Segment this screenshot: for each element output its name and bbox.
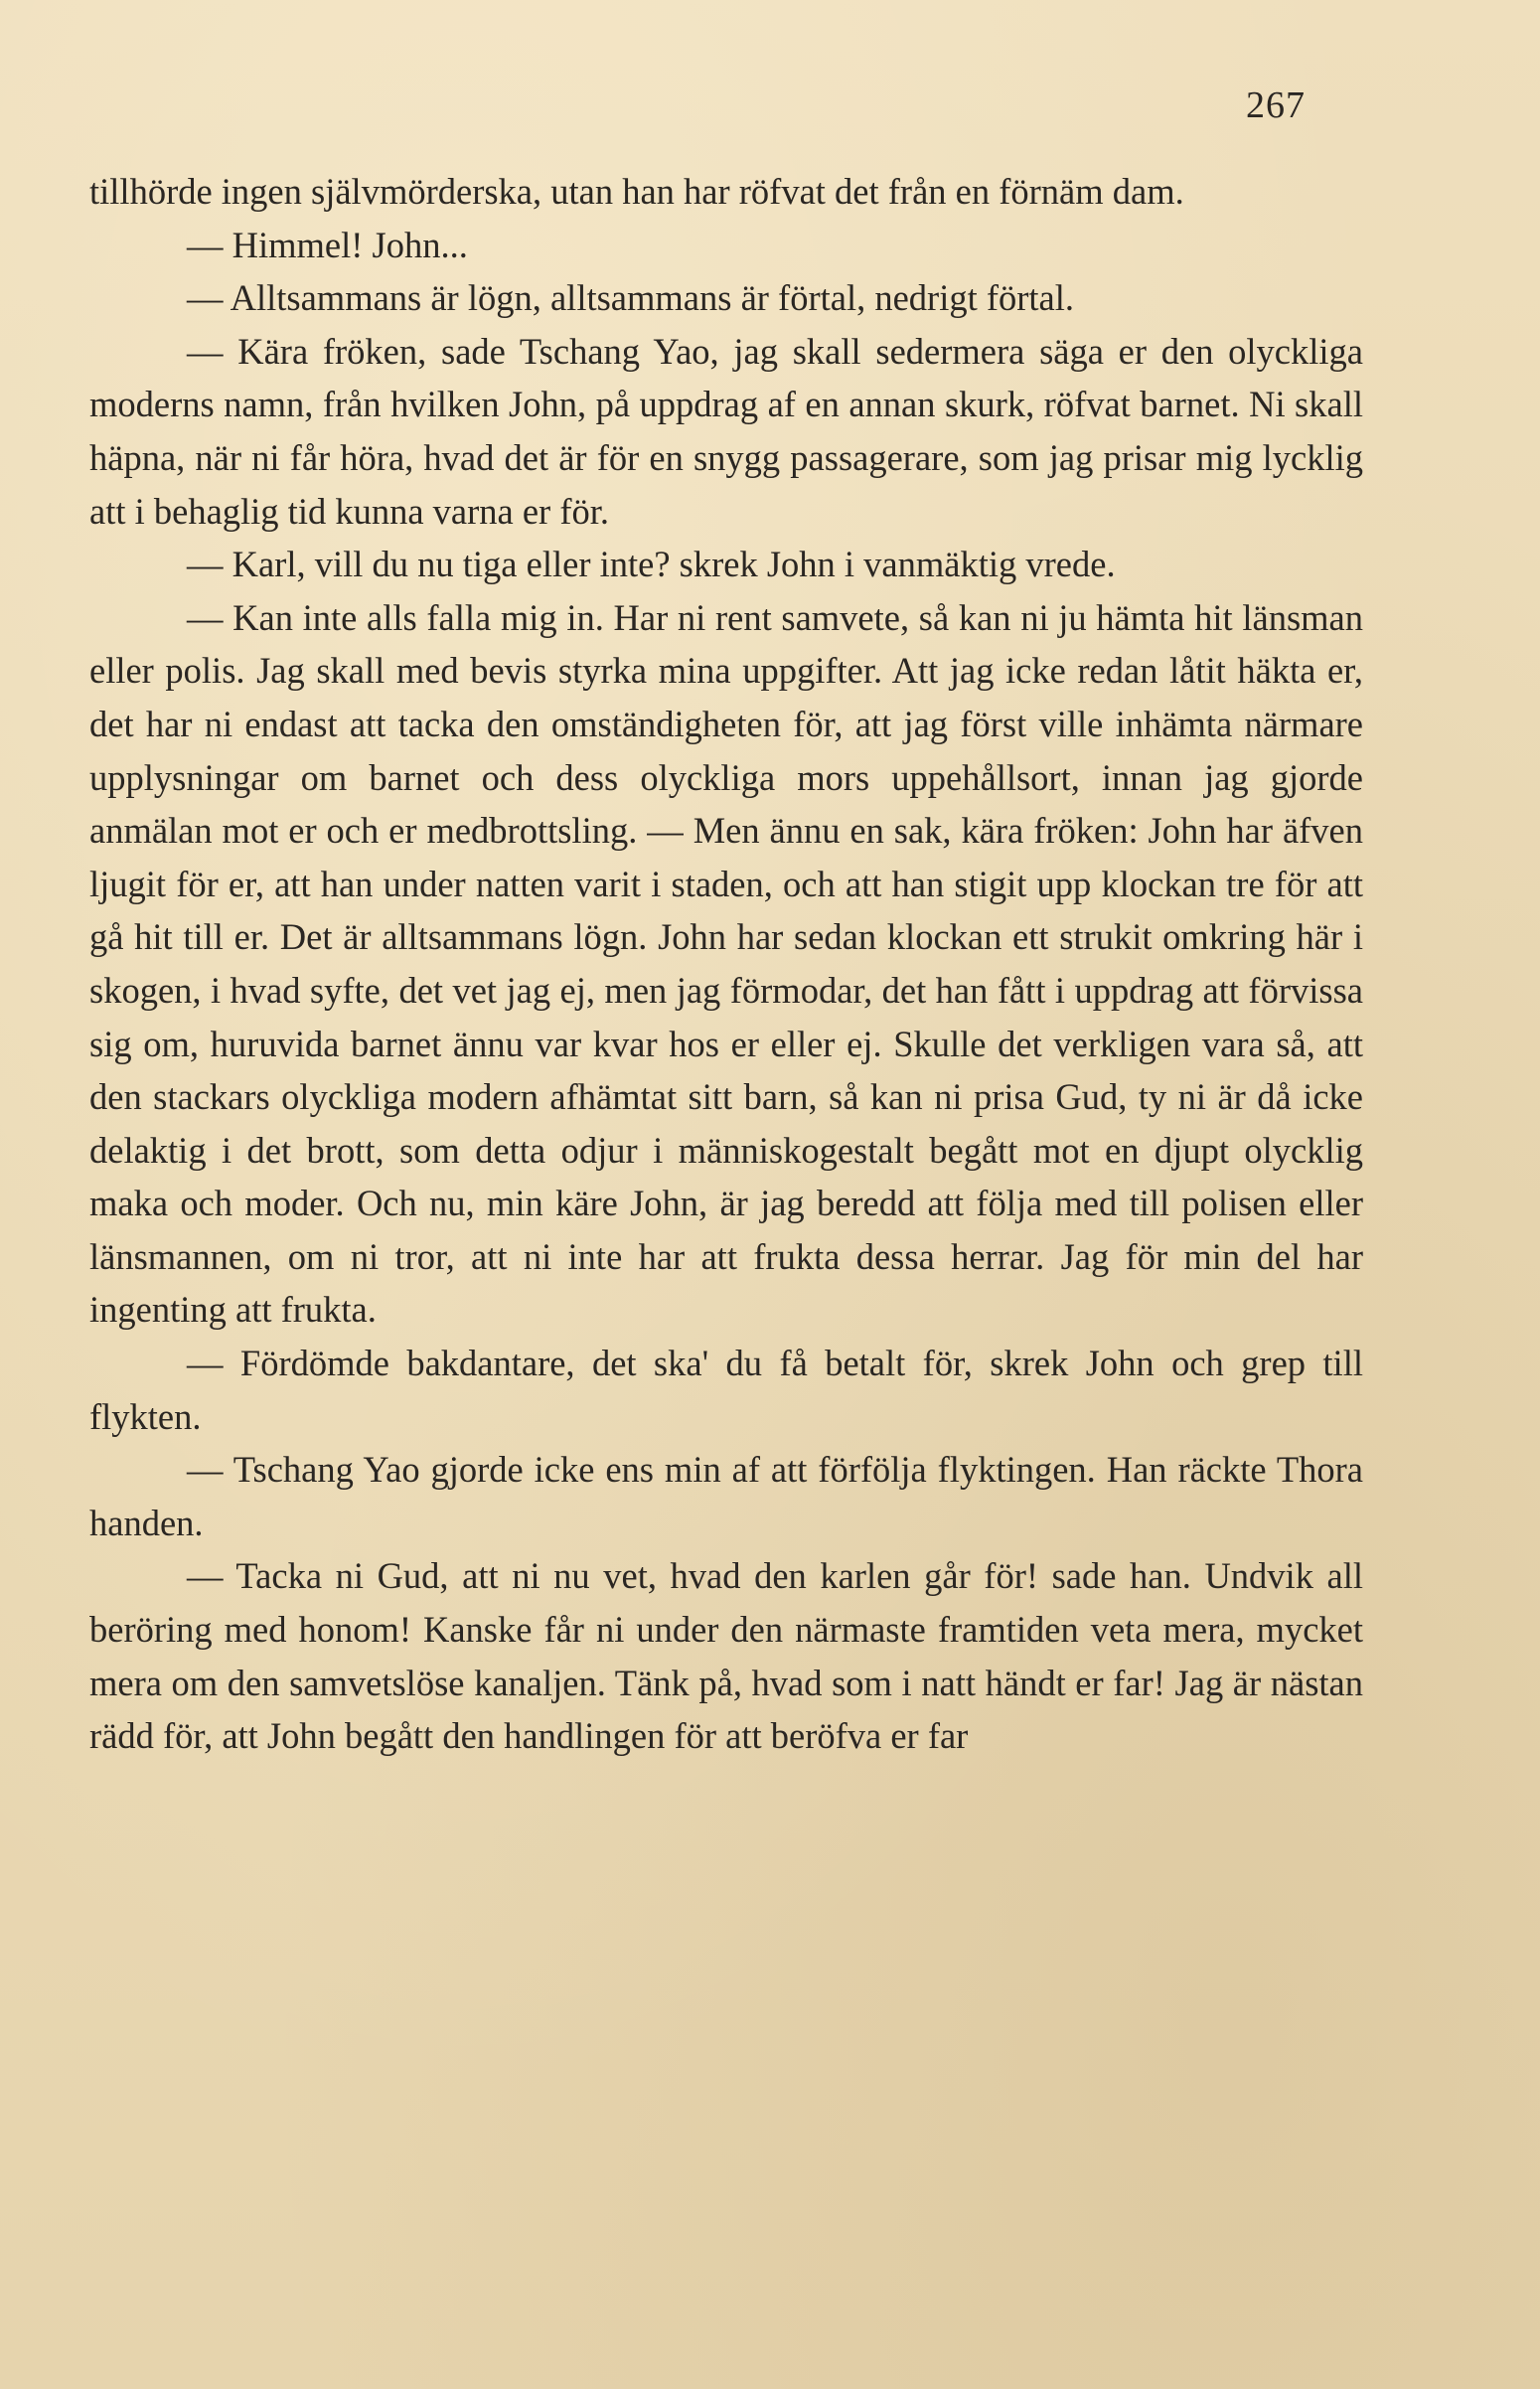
paragraph-2: — Himmel! John... [187, 224, 468, 265]
page-number: 267 [1246, 84, 1306, 126]
paragraph-4: — Kära fröken, sade Tschang Yao, jag skall sedermera säga er den olyckliga moderns namn, från hvilken John, på uppdrag af en annan skurk, röfvat barnet. Ni skall häpna, när ni får höra, hvad det är för en snygg passagerare, som jag prisar mig lycklig att i behaglig tid kunna varna er för. [89, 330, 1363, 532]
paragraph-1: tillhörde ingen självmörderska, utan han har röfvat det från en förnäm dam. [89, 171, 1184, 212]
paragraph-6: — Kan inte alls falla mig in. Har ni rent samvete, så kan ni ju hämta hit länsman eller polis. Jag skall med bevis styrka mina uppgifter. Att jag icke redan låtit häkta er, det har ni endast att tacka den omständigheten för, att jag först ville inhämta närmare upplysningar om barnet och dess olyckliga mors uppehållsort, innan jag gjorde anmälan mot er och er medbrottsling. — Men ännu en sak, kära fröken: John har äfven ljugit för er, att han under natten varit i staden, och att han stigit upp klockan tre för att gå hit till er. Det är alltsammans lögn. John har sedan klockan ett strukit omkring här i skogen, i hvad syfte, det vet jag ej, men jag förmodar, det han fått i uppdrag att förvissa sig om, huruvida barnet ännu var kvar hos er eller ej. Skulle det verkligen vara så, att den stackars olyckliga modern afhämtat sitt barn, så kan ni prisa Gud, ty ni är då icke delaktig i det brott, som detta odjur i människogestalt begått mot en djupt olycklig maka och moder. Och nu, min käre John, är jag beredd att följa med till polisen eller länsmannen, om ni tror, att ni inte har att frukta dessa herrar. Jag för min del har ingenting att frukta. [89, 596, 1363, 1331]
paragraph-3: — Alltsammans är lögn, alltsammans är förtal, nedrigt förtal. [187, 277, 1075, 319]
paragraph-9: — Tacka ni Gud, att ni nu vet, hvad den karlen går för! sade han. Undvik all beröring med honom! Kanske får ni under den närmaste framtiden veta mera, mycket mera om den samvetslöse kanaljen. Tänk på, hvad som i natt händt er far! Jag är nästan rädd för, att John begått den handlingen för att beröfva er far [89, 1555, 1363, 1757]
page-text-body [89, 165, 1363, 1763]
paragraph-5: — Karl, vill du nu tiga eller inte? skrek John i vanmäktig vrede. [187, 544, 1116, 585]
paragraph-7: — Fördömde bakdantare, det ska' du få betalt för, skrek John och grep till flykten. [89, 1343, 1363, 1437]
paragraph-8: — Tschang Yao gjorde icke ens min af att förfölja flyktingen. Han räckte Thora handen. [89, 1449, 1363, 1543]
